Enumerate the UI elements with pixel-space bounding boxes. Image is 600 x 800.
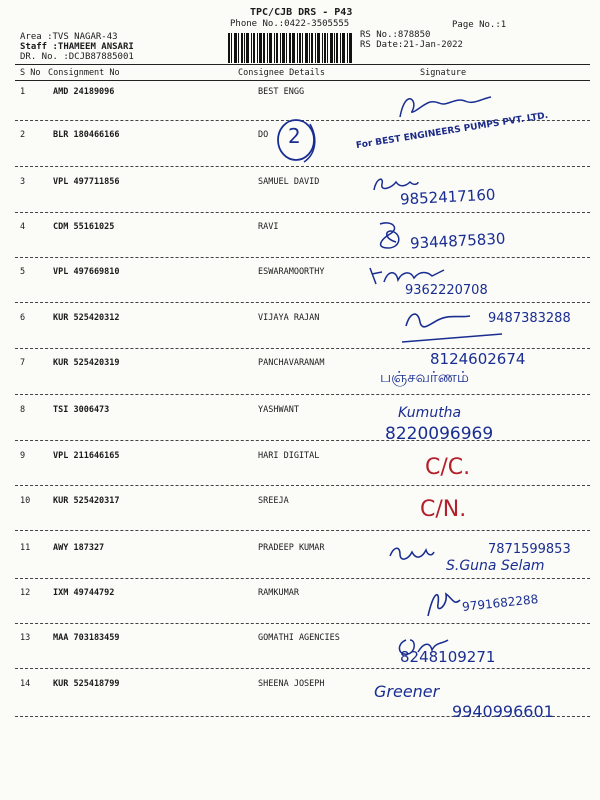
row-sno: 11 bbox=[20, 543, 31, 553]
handwritten-phone: 9487383288 bbox=[488, 311, 571, 326]
rs-date: RS Date:21-Jan-2022 bbox=[360, 40, 463, 50]
drs-number: DR. No. :DCJB87885001 bbox=[20, 52, 134, 62]
row-consignee: SREEJA bbox=[258, 496, 289, 506]
handwritten-phone: 9940996601 bbox=[452, 702, 554, 721]
handwritten-phone: 8248109271 bbox=[400, 648, 496, 666]
signature-scribble bbox=[386, 542, 436, 566]
row-sno: 9 bbox=[20, 451, 26, 461]
barcode bbox=[228, 33, 352, 63]
row-sno: 6 bbox=[20, 313, 26, 323]
row-sno: 7 bbox=[20, 358, 26, 368]
row-consignee: DO bbox=[258, 130, 269, 140]
row-consignee: RAVI bbox=[258, 222, 279, 232]
handwritten-name: S.Guna Selam bbox=[446, 558, 545, 574]
document-title: TPC/CJB DRS - P43 bbox=[250, 7, 353, 18]
row-consignment: VPL 497711856 bbox=[53, 177, 120, 187]
row-consignee: SAMUEL DAVID bbox=[258, 177, 320, 187]
row-sno: 3 bbox=[20, 177, 26, 187]
row-consignment: IXM 49744792 bbox=[53, 588, 115, 598]
row-consignee: ESWARAMOORTHY bbox=[258, 267, 325, 277]
row-consignment: AWY 187327 bbox=[53, 543, 105, 553]
row-consignee: PANCHAVARANAM bbox=[258, 358, 325, 368]
handwritten-name: Greener bbox=[374, 682, 440, 701]
handwritten-phone: 8220096969 bbox=[385, 424, 494, 444]
table-row bbox=[0, 405, 600, 451]
row-sno: 1 bbox=[20, 87, 26, 97]
col-signature-header: Signature bbox=[420, 68, 467, 78]
handwritten-mark: C/N. bbox=[420, 497, 467, 522]
handwritten-tamil-name: பஞ்சவர்ணம் bbox=[380, 368, 469, 386]
row-sno: 13 bbox=[20, 633, 31, 643]
row-consignment: BLR 180466166 bbox=[53, 130, 120, 140]
row-sno: 12 bbox=[20, 588, 31, 598]
row-consignee: VIJAYA RAJAN bbox=[258, 313, 320, 323]
rs-number: RS No.:878850 bbox=[360, 30, 431, 40]
col-consignee-header: Consignee Details bbox=[238, 68, 325, 78]
phone-number: Phone No.:0422-3505555 bbox=[230, 19, 350, 29]
row-consignee: BEST ENGG bbox=[258, 87, 305, 97]
row-consignee: SHEENA JOSEPH bbox=[258, 679, 325, 689]
row-consignment: MAA 703183459 bbox=[53, 633, 120, 643]
circled-number: 2 bbox=[288, 124, 301, 148]
row-consignee: HARI DIGITAL bbox=[258, 451, 320, 461]
handwritten-mark: C/C. bbox=[425, 455, 471, 480]
row-divider bbox=[15, 440, 590, 441]
row-sno: 14 bbox=[20, 679, 31, 689]
page-number: Page No.:1 bbox=[452, 20, 507, 30]
column-header-divider bbox=[15, 80, 590, 81]
signature-scribble bbox=[372, 218, 408, 254]
row-divider bbox=[15, 668, 590, 669]
row-consignment: KUR 525420317 bbox=[53, 496, 120, 506]
row-consignment: KUR 525420319 bbox=[53, 358, 120, 368]
row-divider bbox=[15, 530, 590, 531]
row-consignment: VPL 497669810 bbox=[53, 267, 120, 277]
handwritten-phone: 9344875830 bbox=[409, 229, 506, 253]
row-consignment: TSI 3006473 bbox=[53, 405, 110, 415]
handwritten-name: Kumutha bbox=[398, 405, 462, 421]
row-sno: 5 bbox=[20, 267, 26, 277]
row-consignee: PRADEEP KUMAR bbox=[258, 543, 325, 553]
row-consignment: KUR 525420312 bbox=[53, 313, 120, 323]
table-row bbox=[0, 633, 600, 679]
row-consignment: AMD 24189096 bbox=[53, 87, 115, 97]
company-stamp: For BEST ENGINEERS PUMPS PVT. LTD. bbox=[355, 110, 549, 152]
handwritten-phone: 7871599853 bbox=[488, 542, 571, 557]
col-sno-header: S No bbox=[20, 68, 41, 78]
row-divider bbox=[15, 166, 590, 167]
table-row bbox=[0, 496, 600, 542]
table-row bbox=[0, 451, 600, 497]
row-divider bbox=[15, 302, 590, 303]
signature-scribble bbox=[395, 93, 495, 123]
row-consignee: GOMATHI AGENCIES bbox=[258, 633, 340, 643]
handwritten-phone: 8124602674 bbox=[430, 350, 526, 368]
header-divider bbox=[15, 64, 590, 65]
staff-label: Staff :THAMEEM ANSARI bbox=[20, 42, 134, 52]
col-consignment-header: Consignment No bbox=[48, 68, 120, 78]
row-consignment: CDM 55161025 bbox=[53, 222, 115, 232]
row-consignment: KUR 525418799 bbox=[53, 679, 120, 689]
row-sno: 10 bbox=[20, 496, 31, 506]
row-sno: 4 bbox=[20, 222, 26, 232]
row-divider bbox=[15, 394, 590, 395]
table-row bbox=[0, 177, 600, 223]
handwritten-phone: 9362220708 bbox=[405, 283, 488, 298]
row-consignee: RAMKUMAR bbox=[258, 588, 299, 598]
row-divider bbox=[15, 485, 590, 486]
signature-scribble bbox=[424, 586, 464, 620]
row-sno: 2 bbox=[20, 130, 26, 140]
handwritten-phone: 9852417160 bbox=[399, 185, 496, 209]
table-row bbox=[0, 222, 600, 268]
row-consignment: VPL 211646165 bbox=[53, 451, 120, 461]
handwritten-phone: 9791682288 bbox=[461, 592, 539, 614]
area-label: Area :TVS NAGAR-43 bbox=[20, 32, 118, 42]
row-divider bbox=[15, 348, 590, 349]
row-divider bbox=[15, 212, 590, 213]
row-consignee: YASHWANT bbox=[258, 405, 299, 415]
row-divider bbox=[15, 623, 590, 624]
row-sno: 8 bbox=[20, 405, 26, 415]
row-divider bbox=[15, 257, 590, 258]
row-divider bbox=[15, 578, 590, 579]
